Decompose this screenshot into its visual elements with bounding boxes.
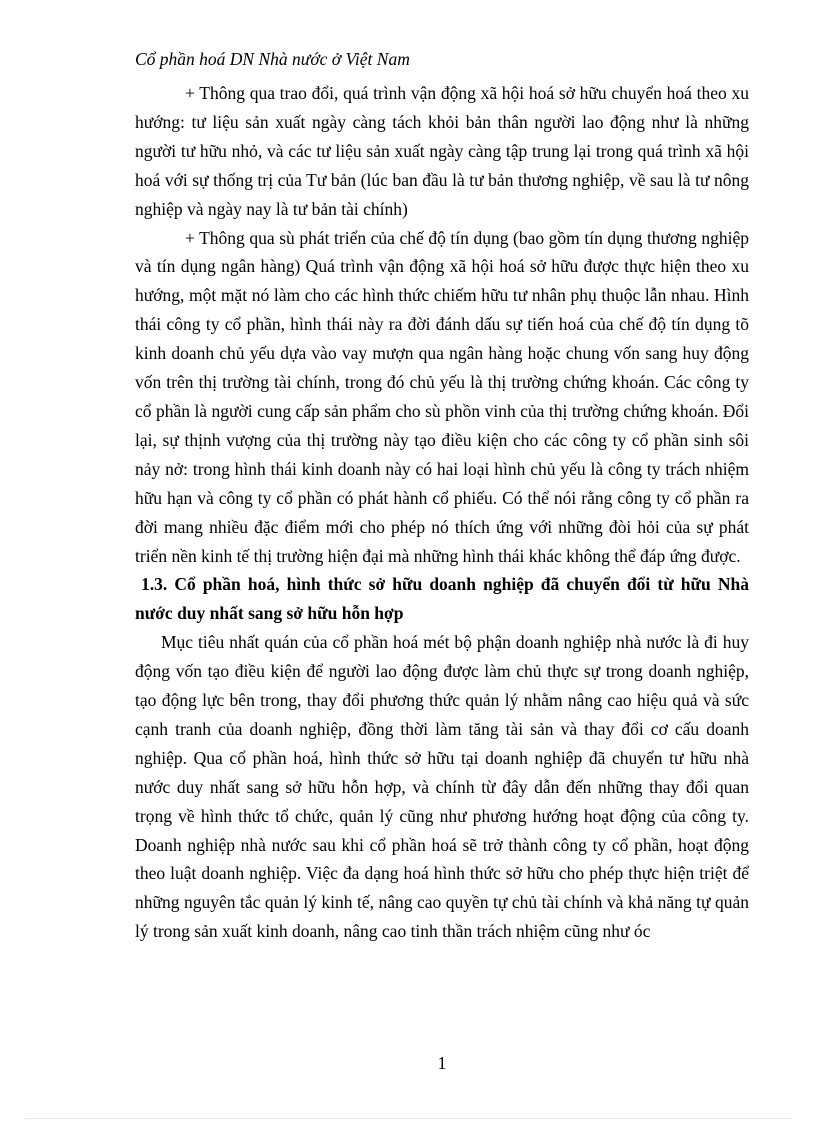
page-bottom-border [25,1118,791,1119]
page-header-title: Cổ phần hoá DN Nhà nước ở Việt Nam [135,49,410,69]
paragraph-credit: + Thông qua sù phát triển của chế độ tín dụng (bao gồm tín dụng thương nghiệp và tín dụng ngân hàng) Quá trình vận động xã hội hoá sở hữu được thực hiện theo xu hướng, một mặt nó làm cho các hình thức chiếm hữu tư nhân phụ thuộc lẫn nhau. Hình thái công ty cổ phần, hình thái này ra đời đánh dấu sự tiến hoá của chế độ tín dụng tõ kinh doanh chủ yếu dựa vào vay mượn qua ngân hàng hoặc chung vốn sang huy động vốn trên thị trường tài chính, trong đó chủ yếu là thị trường chứng khoán. Các công ty cổ phần là người cung cấp sản phẩm cho sù phồn vinh của thị trường chứng khoán. Đổi lại, sự thịnh vượng của thị trường này tạo điều kiện cho các công ty cổ phần sinh sôi nảy nở: trong hình thái kinh doanh này có hai loại hình chủ yếu là công ty trách nhiệm hữu hạn và công ty cổ phần có phát hành cổ phiếu. Có thể nói rằng công ty cổ phần ra đời mang nhiều đặc điểm mới cho phép nó thích ứng với những đòi hỏi của sự phát triển nền kinh tế thị trường hiện đại mà những hình thái khác không thể đáp ứng được. [135,227,749,566]
section-heading [135,570,749,628]
document-body [135,79,749,946]
section-heading-text: 1.3. Cổ phần hoá, hình thức sở hữu doanh nghiệp đã chuyển đổi từ hữu Nhà nước duy nhất sang sở hữu hỗn hợp [135,574,749,624]
page-number: 1 [437,1053,447,1073]
paragraph-exchange: + Thông qua trao đổi, quá trình vận động xã hội hoá sở hữu chuyển hoá theo xu hướng: tư liệu sản xuất ngày càng tách khỏi bản thân người lao động như là những người tư hữu nhỏ, và các tư liệu sản xuất ngày càng tập trung lại trong quá trình xã hội hoá với sự thống trị của Tư bản (lúc ban đầu là tư bản thương nghiệp, về sau là tư nông nghiệp và ngày nay là tư bản tài chính) [135,83,749,219]
paragraph-objectives: Mục tiêu nhất quán của cổ phần hoá mét bộ phận doanh nghiệp nhà nước là đi huy động vốn tạo điều kiện để người lao động được làm chủ thực sự trong doanh nghiệp, tạo động lực bên trong, thay đổi phương thức quản lý nhằm nâng cao hiệu quả và sức cạnh tranh của doanh nghiệp, đồng thời làm tăng tài sản và thay đổi cơ cấu doanh nghiệp. Qua cổ phần hoá, hình thức sở hữu tại doanh nghiệp đã chuyển tư hữu nhà nước duy nhất sang sở hữu hỗn hợp, và chính từ đây dẫn đến những thay đổi quan trọng về hình thức tổ chức, quản lý cũng như phương hướng hoạt động của công ty. Doanh nghiệp nhà nước sau khi cổ phần hoá sẽ trở thành công ty cổ phần, hoạt động theo luật doanh nghiệp. Việc đa dạng hoá hình thức sở hữu cho phép thực hiện triệt để những nguyên tắc quản lý kinh tế, nâng cao quyền tự chủ tài chính và khả năng tự quản lý trong sản xuất kinh doanh, nâng cao tinh thần trách nhiệm cũng như óc [135,632,749,942]
